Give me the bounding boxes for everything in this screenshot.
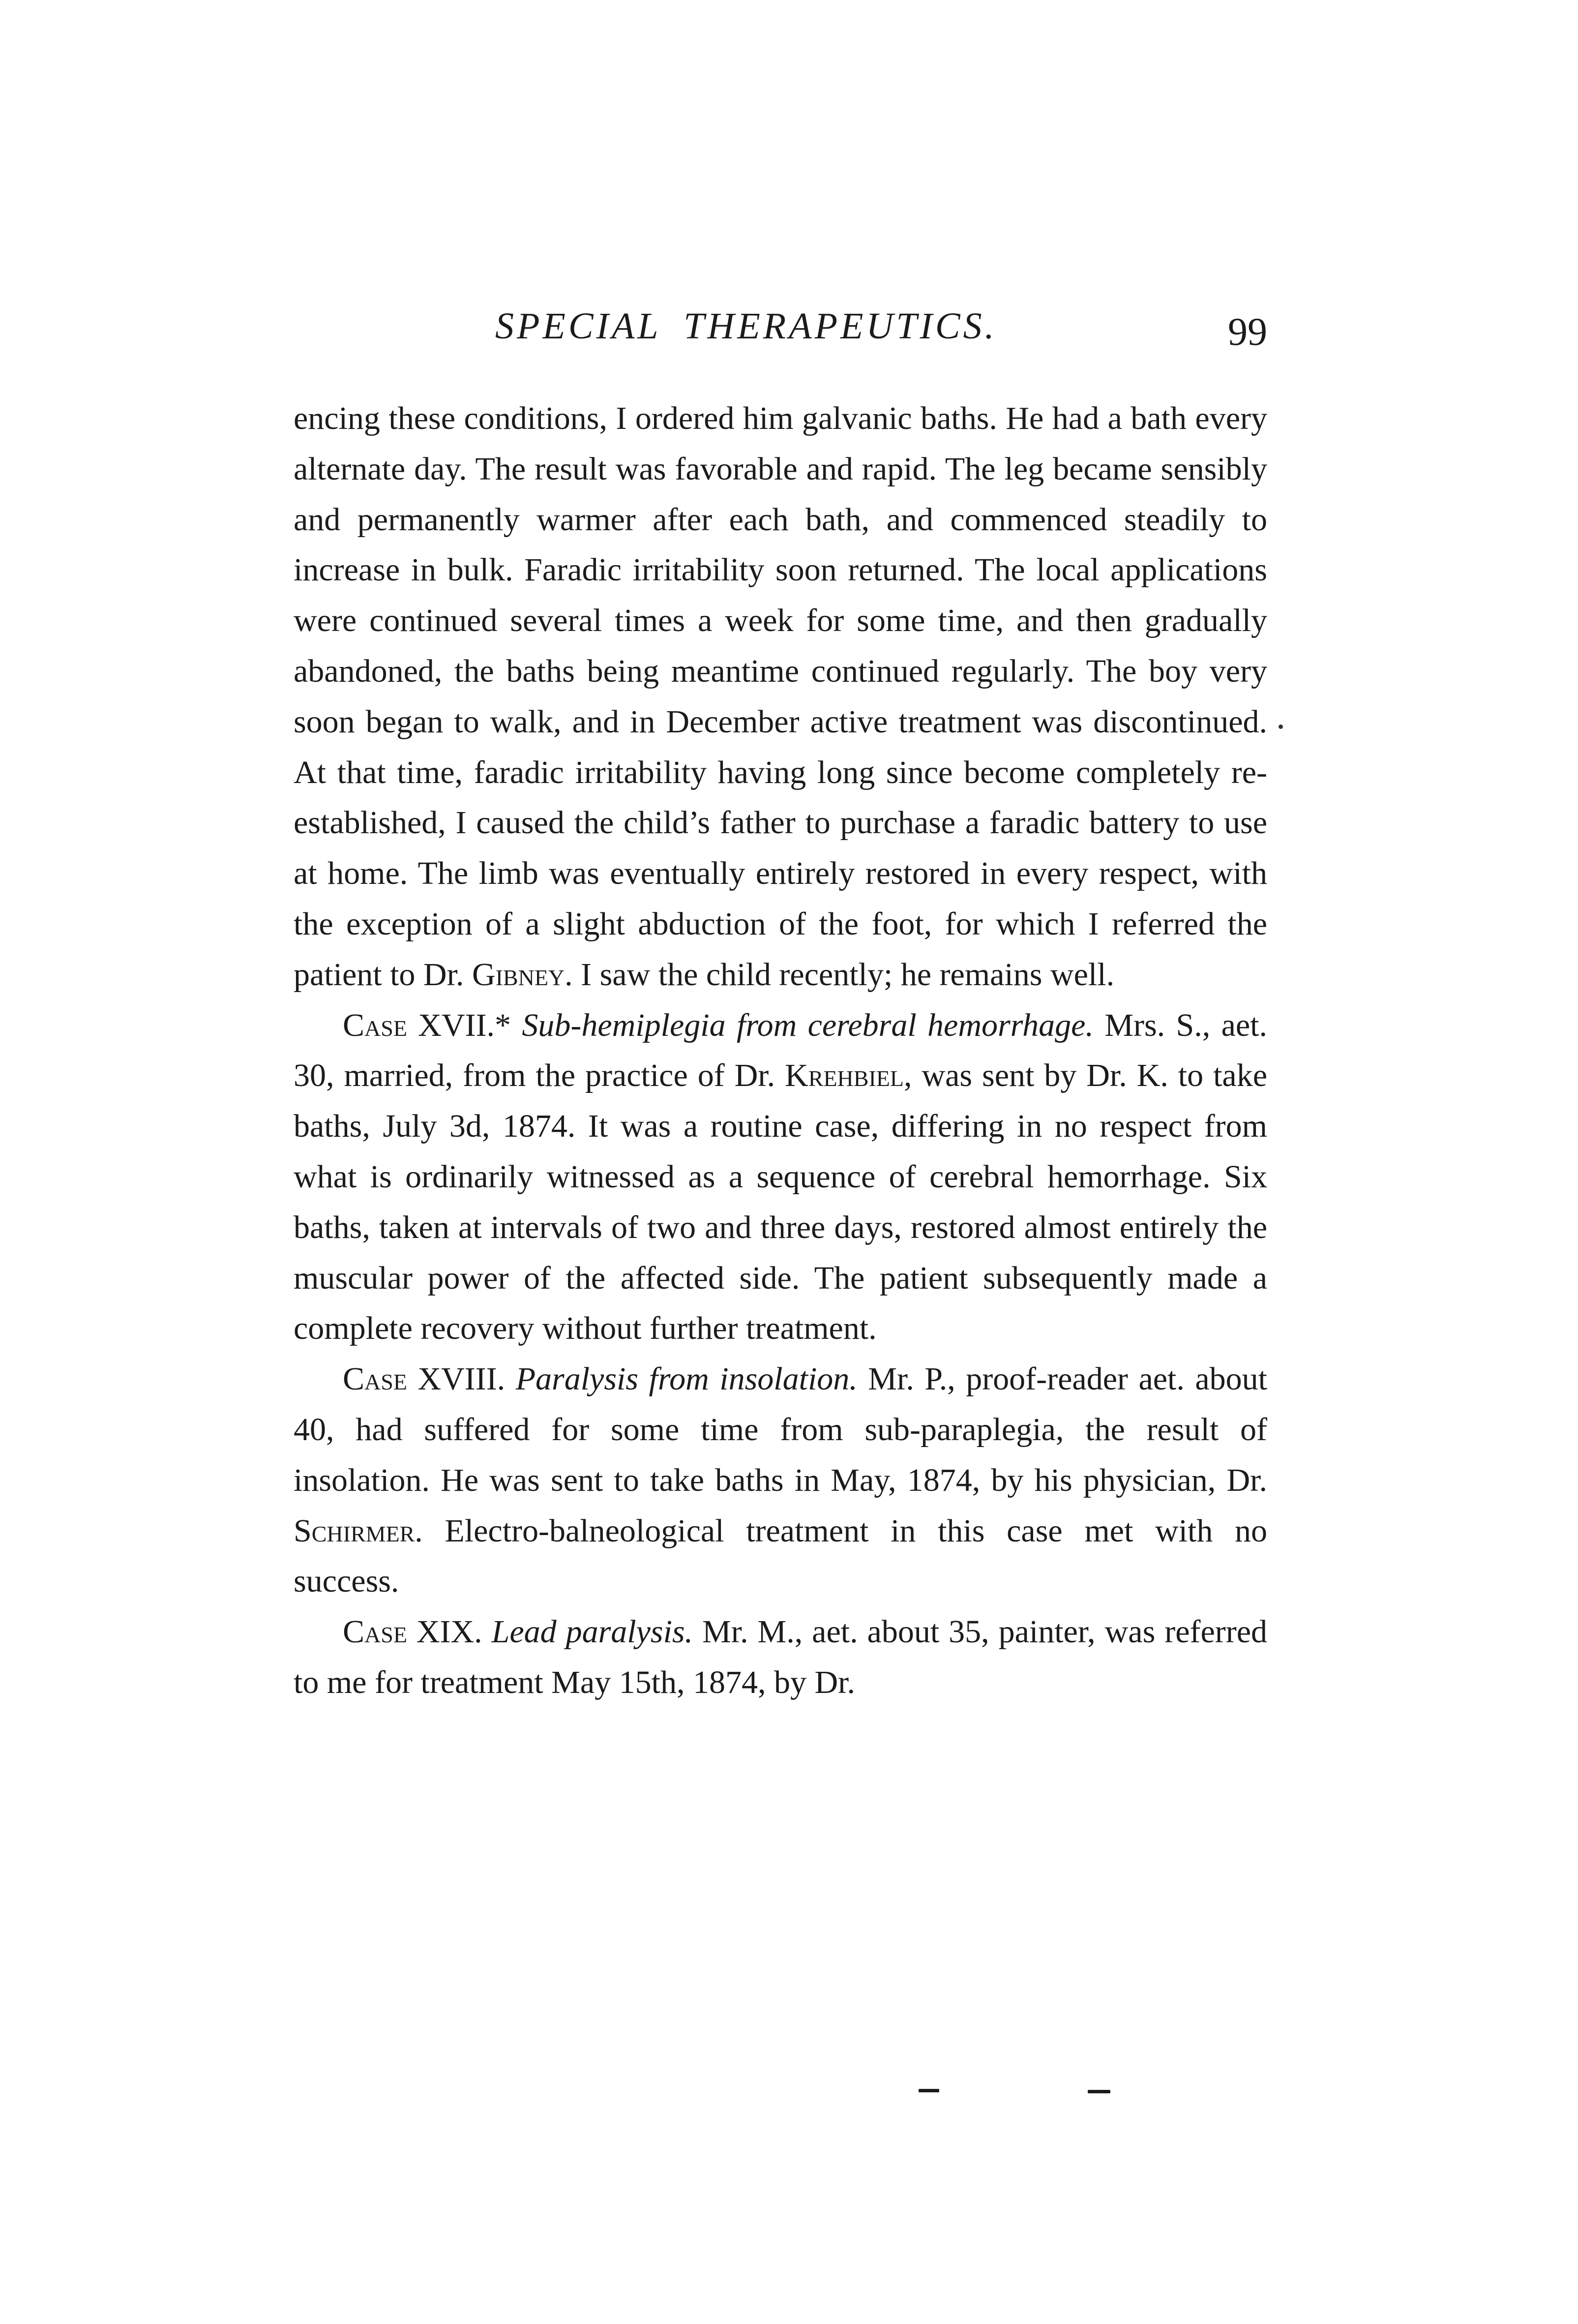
case-label: Case XVIII. (343, 1361, 506, 1397)
paragraph-text-end: I saw the child recently; he remains well. (581, 956, 1115, 993)
case-title: Paralysis from insolation. (515, 1361, 858, 1397)
case-18 (294, 1354, 1267, 1607)
physician-name: Schirmer. (294, 1512, 423, 1549)
case-text: Mr. M., aet. about 35, painter, was referred to me for treatment May 15th, 1874, by Dr. (294, 1614, 1268, 1700)
case-text: Mr. P., proof-reader aet. about 40, had suffered for some time from sub-paraplegia, the result of insolation. He was sent to take baths in May, 1874, by his physician, Dr. (294, 1361, 1268, 1498)
case-text: Electro-balneological treatment in this case met with no success. (294, 1512, 1267, 1600)
running-head (294, 305, 1267, 359)
paragraph-text: encing these conditions, I ordered him galvanic baths. He had a bath every alternate day. The result was favorable and rapid. The leg became sensibly and permanently warmer after each bath, and commenced steadily to increase in bulk. Faradic irritability soon returned. The local applications were continued several times a week for some time, and then gradually abandoned, the baths being meantime continued regularly. The boy very soon began to walk, and in December active treatment was discontinued. At that time, faradic irritability having long since become completely re-established, I caused the child’s father to purchase a faradic battery to use at home. The limb was eventually entirely restored in every respect, with the exception of a slight abduction of the foot, for which I referred the patient to Dr. (294, 400, 1267, 993)
scan-mark-right (1088, 2090, 1110, 2093)
case-label: Case XVII.* (343, 1007, 511, 1043)
case-title: Sub-hemiplegia from cerebral hemorrhage. (522, 1007, 1094, 1043)
physician-name: Gibney. (472, 956, 573, 993)
physician-name: Krehbiel, (785, 1057, 912, 1094)
paragraph-continuation (294, 393, 1267, 1000)
page-number: 99 (1228, 310, 1267, 354)
body-text (294, 393, 1267, 1708)
scan-mark-left (919, 2089, 939, 2092)
running-title: SPECIAL THERAPEUTICS. (495, 305, 997, 347)
ink-speck (1279, 724, 1283, 729)
case-17 (294, 1000, 1267, 1355)
case-19 (294, 1607, 1267, 1708)
case-text: Mrs. S., aet. 30, married, from the practice of Dr. (294, 1007, 1267, 1094)
case-label: Case XIX. (343, 1614, 482, 1650)
case-text: was sent by Dr. K. to take baths, July 3d, 1874. It was a routine case, differing in no respect from what is ordinarily witnessed as a sequence of cerebral hemorrhage. Six baths, taken at intervals of two and three days, restored almost entirely the muscular power of the affected side. The patient subsequently made a complete recovery without further treatment. (294, 1057, 1268, 1347)
case-title: Lead paralysis. (491, 1614, 693, 1650)
